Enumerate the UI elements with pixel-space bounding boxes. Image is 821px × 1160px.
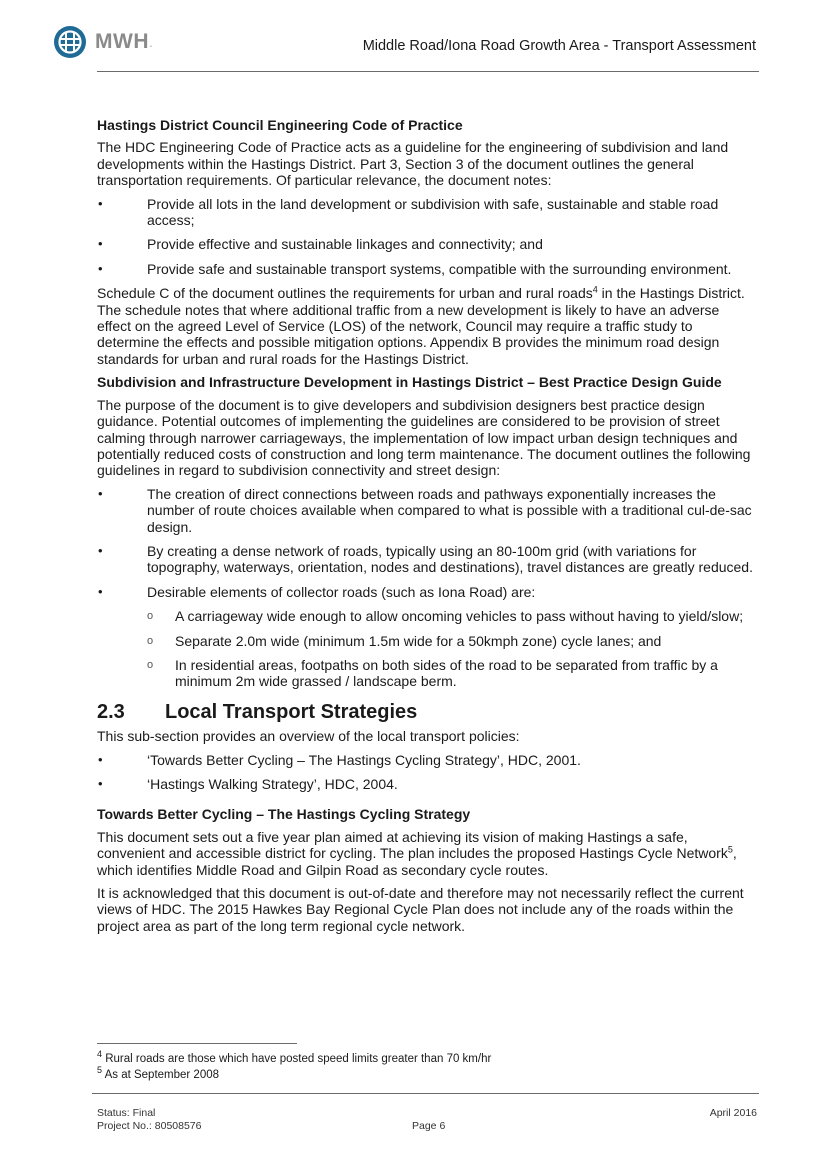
document-title: Middle Road/Iona Road Growth Area - Transport Assessment [362, 38, 756, 54]
list-item [97, 584, 757, 690]
footnote-5 [97, 1067, 491, 1083]
page-number: Page 6 [412, 1120, 446, 1132]
sub-list-item: o Separate 2.0m wide (minimum 1.5m wide for a 50kmph zone) cycle lanes; and [147, 633, 757, 649]
footer-divider [92, 1093, 759, 1094]
text: , which identifies Middle Road and Gilpin Road as secondary cycle routes. [97, 845, 737, 878]
paragraph-cycling-2: It is acknowledged that this document is out-of-date and therefore may not necessarily reflect the current views of HDC. The 2015 Hawkes Bay Regional Cycle Plan does not include any of the roads within the project area as part of the long term regional cycle network. [97, 885, 744, 934]
footnote-ref-5[interactable]: 5 [727, 844, 733, 855]
page-body [97, 117, 757, 941]
footnote-number: 4 [97, 1049, 103, 1060]
list-item: • ‘Hastings Walking Strategy’, HDC, 2004. [97, 776, 757, 792]
brand-name: MWH [95, 30, 149, 53]
list-item: • ‘Towards Better Cycling – The Hastings Cycling Strategy’, HDC, 2001. [97, 752, 757, 768]
heading-cycling-strategy: Towards Better Cycling – The Hastings Cycling Strategy [97, 806, 471, 823]
paragraph-strategies-intro: This sub-section provides an overview of the local transport policies: [97, 728, 520, 745]
paragraph-hdc-intro: The HDC Engineering Code of Practice acts as a guideline for the engineering of subdivision and land developments within the Hastings District. Part 3, Section 3 of the document outlines the general transportation requirements. Of particular relevance, the document notes: [97, 139, 729, 189]
hdc-bullet-list [97, 196, 757, 278]
footnotes [97, 1051, 491, 1083]
strategies-bullet-list [97, 752, 757, 793]
globe-icon [53, 25, 87, 59]
footnote-number: 5 [97, 1065, 103, 1076]
footnote-4 [97, 1051, 491, 1067]
text: in the Hastings District. The schedule notes that where additional traffic from a new development is likely to have an adverse effect on the agreed Level of Service (LOS) of the network, Council may require a traffic study to determine the effects and possible mitigation options. Appendix B provides the minimum road design standards for urban and rural roads for the Hastings District. [97, 285, 745, 367]
footer-date: April 2016 [709, 1107, 757, 1119]
text: Schedule C of the document outlines the requirements for urban and rural roads [97, 285, 593, 302]
collector-road-sublist [147, 608, 757, 690]
company-logo [53, 25, 153, 59]
status-label: Status: Final [97, 1107, 156, 1119]
list-item-text: Desirable elements of collector roads (such as Iona Road) are: [147, 583, 536, 600]
list-item: • By creating a dense network of roads, typically using an 80-100m grid (with variations for topography, waterways, orientation, nodes and destinations), travel distances are greatly reduced. [97, 543, 757, 576]
guide-bullet-list [97, 486, 757, 690]
list-item: • Provide all lots in the land development or subdivision with safe, sustainable and stable road access; [97, 196, 757, 229]
footnote-text: As at September 2008 [102, 1069, 220, 1081]
header-divider [97, 71, 759, 72]
footnote-divider [97, 1043, 297, 1044]
paragraph-schedule-c [97, 285, 757, 367]
sub-list-item: o In residential areas, footpaths on both sides of the road to be separated from traffic by a minimum 2m wide grassed / landscape berm. [147, 657, 757, 690]
brand-dot: . [148, 34, 153, 50]
text: This document sets out a five year plan aimed at achieving its vision of making Hastings a safe, convenient and accessible district for cycling. The plan includes the proposed Hastings Cycle Network [97, 828, 728, 862]
list-item: • Provide effective and sustainable linkages and connectivity; and [97, 236, 757, 252]
section-number: 2.3 [97, 700, 125, 723]
heading-design-guide: Subdivision and Infrastructure Development in Hastings District – Best Practice Design Guide [97, 374, 722, 391]
list-item: • Provide safe and sustainable transport systems, compatible with the surrounding environment. [97, 261, 757, 277]
section-title: Local Transport Strategies [165, 700, 418, 723]
paragraph-guide-intro: The purpose of the document is to give developers and subdivision designers best practice design guidance. Potential outcomes of implementing the guidelines are considered to be provision of street calming through narrower carriageways, the implementation of low impact urban design techniques and potentially reduced costs of construction and long term maintenance. The document outlines the following guidelines in regard to subdivision connectivity and street design: [97, 396, 751, 479]
sub-list-item: o A carriageway wide enough to allow oncoming vehicles to pass without having to yield/slow; [147, 608, 757, 624]
paragraph-cycling-1 [97, 829, 757, 878]
footer-left [97, 1107, 202, 1133]
list-item: • The creation of direct connections between roads and pathways exponentially increases the number of route choices available when compared to what is possible with a traditional cul-de-sac design. [97, 486, 757, 535]
footnote-text: Rural roads are those which have posted speed limits greater than 70 km/hr [102, 1053, 492, 1065]
project-number: Project No.: 80508576 [97, 1120, 202, 1132]
section-heading-2-3 [97, 700, 757, 723]
footnote-ref-4[interactable]: 4 [592, 284, 598, 295]
heading-hdc-code: Hastings District Council Engineering Code of Practice [97, 117, 463, 133]
